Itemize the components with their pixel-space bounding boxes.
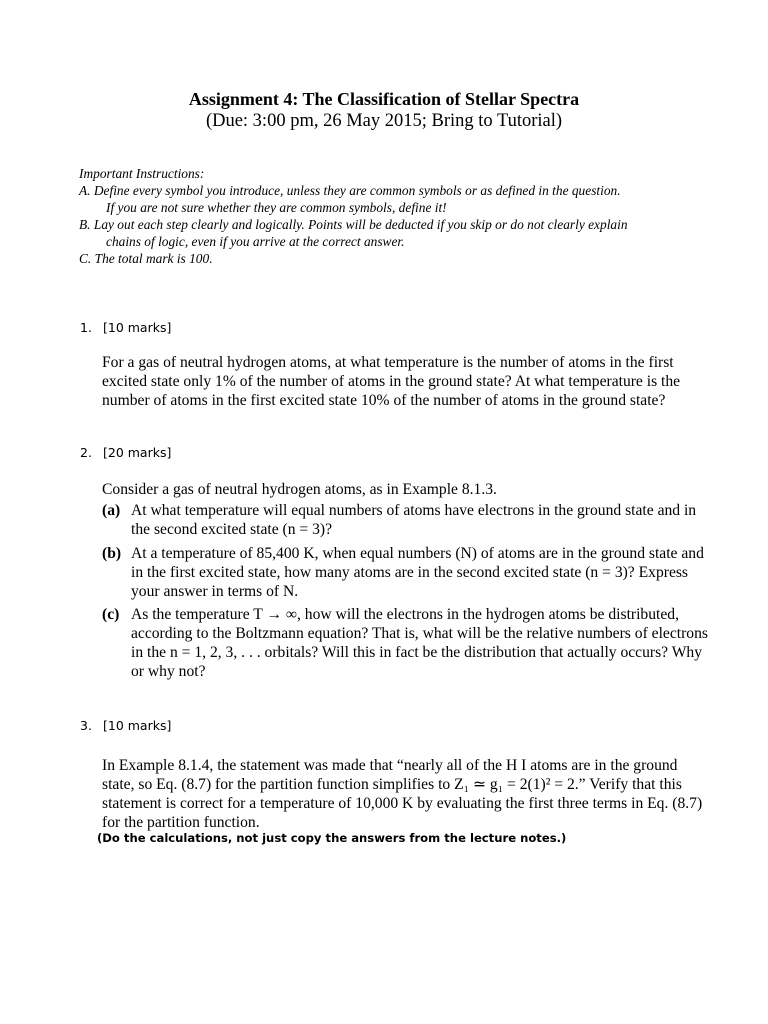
part-line: As the temperature T → ∞, how will the electrons in the hydrogen atoms be distributed, bbox=[131, 606, 679, 623]
question-number: 1. bbox=[80, 320, 92, 335]
question-marks: [10 marks] bbox=[102, 718, 172, 733]
question-line: number of atoms in the first excited state 10% of the number of atoms in the ground state? bbox=[102, 392, 666, 409]
page-title: Assignment 4: The Classification of Stellar Spectra bbox=[188, 89, 580, 109]
part-line: the second excited state (n = 3)? bbox=[131, 521, 333, 538]
part-line: in the n = 1, 2, 3, . . . orbitals? Will this in fact be the distribution that actually occurs? Why bbox=[131, 644, 703, 661]
part-line: according to the Boltzmann equation? That is, what will be the relative numbers of electrons bbox=[131, 625, 708, 642]
part-label: (c) bbox=[102, 606, 120, 623]
question-2-header bbox=[80, 445, 171, 460]
question-number: 2. bbox=[80, 445, 92, 460]
question-line: For a gas of neutral hydrogen atoms, at what temperature is the number of atoms in the first bbox=[102, 354, 674, 371]
part-label: (b) bbox=[102, 545, 122, 562]
instruction-a-continued: If you are not sure whether they are common symbols, define it! bbox=[106, 200, 447, 215]
question-line: excited state only 1% of the number of atoms in the ground state? At what temperature is the bbox=[102, 373, 681, 390]
part-line: in the first excited state, how many atoms are in the second excited state (n = 3)? Express bbox=[131, 564, 688, 581]
question-marks: [20 marks] bbox=[102, 445, 172, 460]
instruction-a: A. Define every symbol you introduce, unless they are common symbols or as defined in the question. bbox=[79, 183, 621, 198]
question-2-part-b bbox=[102, 544, 752, 601]
question-2-part-c bbox=[102, 605, 752, 681]
question-line: for the partition function. bbox=[102, 814, 260, 831]
question-1-header bbox=[80, 320, 171, 335]
question-number: 3. bbox=[80, 718, 92, 733]
part-label: (a) bbox=[102, 502, 121, 519]
question-line: Consider a gas of neutral hydrogen atoms, as in Example 8.1.3. bbox=[102, 481, 497, 498]
question-3-text bbox=[102, 756, 752, 832]
part-line: At a temperature of 85,400 K, when equal numbers (N) of atoms are in the ground state and bbox=[131, 545, 704, 562]
instructions-block bbox=[79, 165, 759, 267]
part-line: or why not? bbox=[131, 663, 206, 680]
question-line: state, so Eq. (8.7) for the partition function simplifies to Z₁ ≃ g₁ = 2(1)² = 2.” Verify that this bbox=[102, 776, 682, 793]
instruction-b-continued: chains of logic, even if you arrive at the correct answer. bbox=[106, 234, 405, 249]
instruction-c: C. The total mark is 100. bbox=[79, 251, 213, 266]
part-line: At what temperature will equal numbers of atoms have electrons in the ground state and in bbox=[131, 502, 697, 519]
due-date-subtitle: (Due: 3:00 pm, 26 May 2015; Bring to Tutorial) bbox=[205, 111, 563, 131]
question-line: In Example 8.1.4, the statement was made that “nearly all of the H I atoms are in the ground bbox=[102, 757, 678, 774]
instructions-heading: Important Instructions: bbox=[79, 166, 205, 181]
question-2-intro bbox=[102, 480, 752, 499]
question-1-text bbox=[102, 353, 752, 410]
question-3-header bbox=[80, 718, 171, 733]
question-marks: [10 marks] bbox=[102, 320, 172, 335]
question-3-note: (Do the calculations, not just copy the answers from the lecture notes.) bbox=[97, 831, 567, 845]
part-line: your answer in terms of N. bbox=[131, 583, 299, 600]
question-2-part-a bbox=[102, 501, 752, 539]
instruction-b: B. Lay out each step clearly and logically. Points will be deducted if you skip or do not clearly explain bbox=[79, 217, 628, 232]
question-line: statement is correct for a temperature of 10,000 K by evaluating the first three terms in Eq. (8.7) bbox=[102, 795, 703, 812]
